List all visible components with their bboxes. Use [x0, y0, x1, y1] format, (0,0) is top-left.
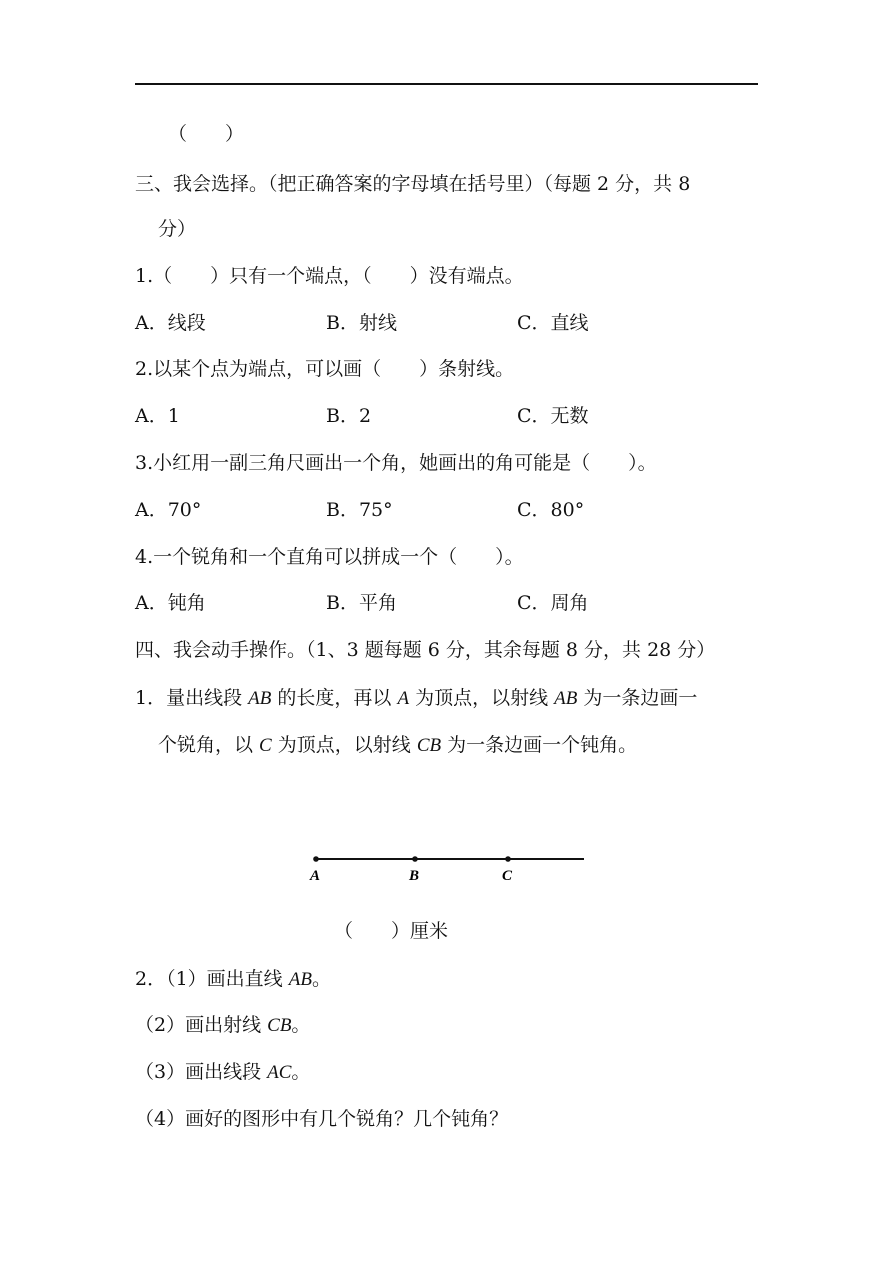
label-a: A: [310, 868, 321, 884]
label-c: C: [502, 868, 513, 884]
question-2-stem: 2.以某个点为端点，可以画（ ）条射线。: [135, 358, 515, 380]
option-a: A．钝角: [135, 592, 206, 614]
task-2-part-3: （3）画出线段 AC。: [135, 1061, 311, 1083]
header-rule: [135, 83, 758, 85]
task-1-line-1: 1．量出线段 AB 的长度，再以 A 为顶点，以射线 AB 为一条边画一: [135, 687, 698, 709]
task-2-part-2: （2）画出射线 CB。: [135, 1014, 311, 1036]
task-2-part-1: 2．（1）画出直线 AB。: [135, 968, 331, 990]
option-c: C．周角: [517, 592, 589, 614]
section3-heading-cont: 分）: [158, 218, 197, 240]
question-1-stem: 1.（ ）只有一个端点，（ ）没有端点。: [135, 265, 524, 287]
option-b: B．75°: [326, 499, 393, 521]
option-b: B．射线: [326, 312, 397, 334]
option-c: C．无数: [517, 405, 589, 427]
answer-paren: （ ）: [168, 123, 245, 145]
section4-heading: 四、我会动手操作。（1、3 题每题 6 分，其余每题 8 分，共 28 分）: [135, 639, 716, 661]
label-b: B: [409, 868, 420, 884]
section3-heading: 三、我会选择。（把正确答案的字母填在括号里）（每题 2 分，共 8: [135, 173, 691, 195]
option-c: C．直线: [517, 312, 589, 334]
task-1-line-2: 个锐角，以 C 为顶点，以射线 CB 为一条边画一个钝角。: [158, 734, 638, 756]
question-3-stem: 3.小红用一副三角尺画出一个角，她画出的角可能是（ ）。: [135, 452, 657, 474]
option-b: B．2: [326, 405, 372, 427]
option-a: A．线段: [135, 312, 206, 334]
option-c: C．80°: [517, 499, 585, 521]
question-4-stem: 4.一个锐角和一个直角可以拼成一个（ ）。: [135, 546, 524, 568]
task-2-part-4: （4）画好的图形中有几个锐角？几个钝角？: [135, 1108, 509, 1130]
option-a: A．70°: [135, 499, 202, 521]
point-c: [505, 856, 511, 862]
ray-diagram: [300, 840, 600, 890]
option-a: A．1: [135, 405, 180, 427]
point-b: [412, 856, 418, 862]
point-a: [313, 856, 319, 862]
option-b: B．平角: [326, 592, 397, 614]
length-answer-blank: （ ）厘米: [334, 920, 449, 942]
